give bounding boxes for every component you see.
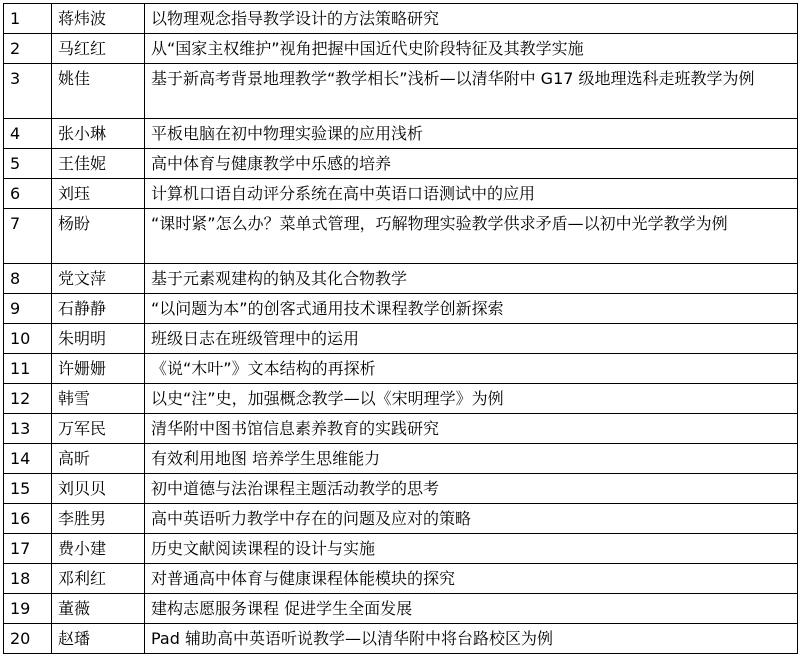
row-number: 4 — [4, 119, 52, 149]
paper-title: Pad 辅助高中英语听说教学—以清华附中将台路校区为例 — [145, 624, 798, 654]
table-row — [4, 209, 798, 264]
paper-title: 基于元素观建构的钠及其化合物教学 — [145, 264, 798, 294]
row-number: 11 — [4, 354, 52, 384]
paper-title: 计算机口语自动评分系统在高中英语口语测试中的应用 — [145, 179, 798, 209]
table-row — [4, 264, 798, 294]
table-row — [4, 4, 798, 34]
table-row — [4, 444, 798, 474]
row-number: 3 — [4, 64, 52, 119]
table-row — [4, 624, 798, 654]
table-row — [4, 534, 798, 564]
paper-title: 对普通高中体育与健康课程体能模块的探究 — [145, 564, 798, 594]
row-number: 12 — [4, 384, 52, 414]
table-row — [4, 354, 798, 384]
row-number: 9 — [4, 294, 52, 324]
row-number: 20 — [4, 624, 52, 654]
author-name: 朱明明 — [52, 324, 145, 354]
row-number: 1 — [4, 4, 52, 34]
author-name: 赵璠 — [52, 624, 145, 654]
table-body — [4, 4, 798, 654]
author-name: 许姗姗 — [52, 354, 145, 384]
paper-title: 建构志愿服务课程 促进学生全面发展 — [145, 594, 798, 624]
table-row — [4, 64, 798, 119]
paper-title: 以史“注”史，加强概念教学—以《宋明理学》为例 — [145, 384, 798, 414]
table-row — [4, 179, 798, 209]
author-name: 韩雪 — [52, 384, 145, 414]
row-number: 7 — [4, 209, 52, 264]
table-row — [4, 564, 798, 594]
row-number: 15 — [4, 474, 52, 504]
row-number: 8 — [4, 264, 52, 294]
paper-title: 高中体育与健康教学中乐感的培养 — [145, 149, 798, 179]
author-name: 王佳妮 — [52, 149, 145, 179]
row-number: 17 — [4, 534, 52, 564]
author-name: 蒋炜波 — [52, 4, 145, 34]
paper-title: “以问题为本”的创客式通用技术课程教学创新探索 — [145, 294, 798, 324]
author-name: 费小建 — [52, 534, 145, 564]
row-number: 18 — [4, 564, 52, 594]
author-name: 李胜男 — [52, 504, 145, 534]
row-number: 19 — [4, 594, 52, 624]
paper-title: 班级日志在班级管理中的运用 — [145, 324, 798, 354]
row-number: 14 — [4, 444, 52, 474]
table-row — [4, 324, 798, 354]
paper-title: 平板电脑在初中物理实验课的应用浅析 — [145, 119, 798, 149]
paper-title: 初中道德与法治课程主题活动教学的思考 — [145, 474, 798, 504]
paper-title: 《说“木叶”》文本结构的再探析 — [145, 354, 798, 384]
row-number: 2 — [4, 34, 52, 64]
row-number: 6 — [4, 179, 52, 209]
author-name: 姚佳 — [52, 64, 145, 119]
author-name: 杨盼 — [52, 209, 145, 264]
author-name: 党文萍 — [52, 264, 145, 294]
row-number: 13 — [4, 414, 52, 444]
author-name: 万军民 — [52, 414, 145, 444]
table-row — [4, 384, 798, 414]
row-number: 10 — [4, 324, 52, 354]
paper-list-table — [3, 3, 798, 654]
author-name: 邓利红 — [52, 564, 145, 594]
table-row — [4, 474, 798, 504]
table-row — [4, 414, 798, 444]
paper-title: 基于新高考背景地理教学“教学相长”浅析—以清华附中 G17 级地理选科走班教学为例 — [145, 64, 798, 119]
paper-title: 有效利用地图 培养学生思维能力 — [145, 444, 798, 474]
author-name: 董薇 — [52, 594, 145, 624]
paper-title: 从“国家主权维护”视角把握中国近代史阶段特征及其教学实施 — [145, 34, 798, 64]
author-name: 刘珏 — [52, 179, 145, 209]
paper-title: “课时紧”怎么办？菜单式管理，巧解物理实验教学供求矛盾—以初中光学教学为例 — [145, 209, 798, 264]
table-row — [4, 34, 798, 64]
paper-title: 高中英语听力教学中存在的问题及应对的策略 — [145, 504, 798, 534]
author-name: 张小琳 — [52, 119, 145, 149]
author-name: 刘贝贝 — [52, 474, 145, 504]
table-row — [4, 594, 798, 624]
author-name: 石静静 — [52, 294, 145, 324]
row-number: 5 — [4, 149, 52, 179]
table-row — [4, 504, 798, 534]
table-row — [4, 119, 798, 149]
author-name: 高昕 — [52, 444, 145, 474]
paper-title: 以物理观念指导教学设计的方法策略研究 — [145, 4, 798, 34]
table-row — [4, 294, 798, 324]
paper-title: 历史文献阅读课程的设计与实施 — [145, 534, 798, 564]
table-row — [4, 149, 798, 179]
row-number: 16 — [4, 504, 52, 534]
author-name: 马红红 — [52, 34, 145, 64]
paper-title: 清华附中图书馆信息素养教育的实践研究 — [145, 414, 798, 444]
